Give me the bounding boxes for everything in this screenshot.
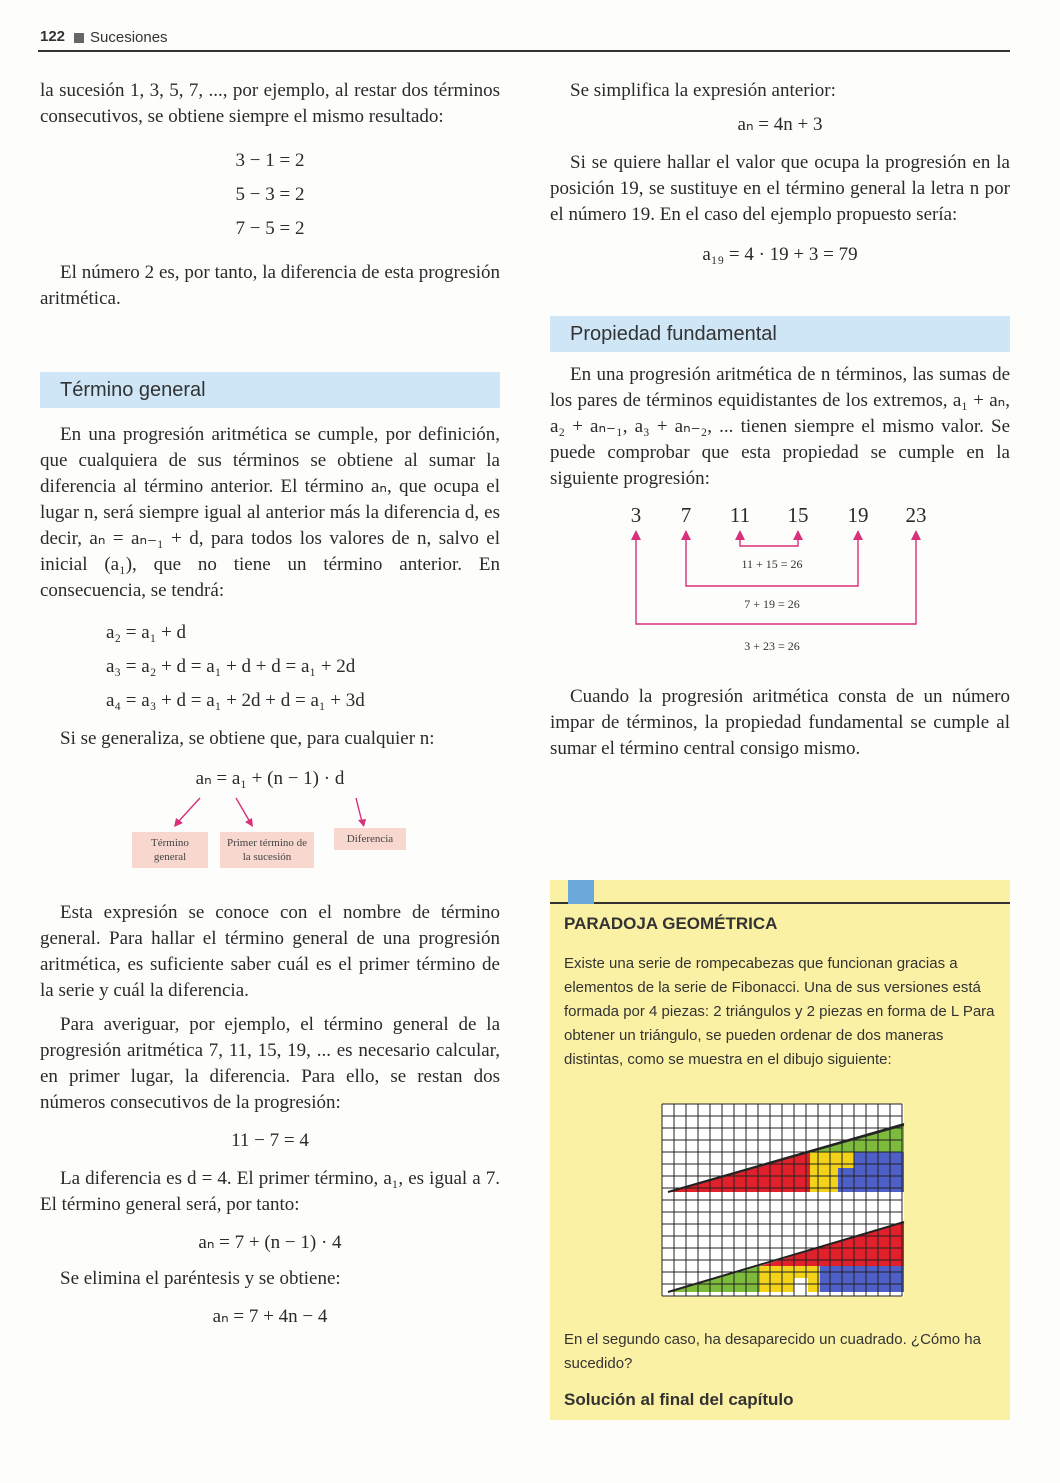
value-paragraph: Si se quiere hallar el valor que ocupa la progresión en la posición 19, se sustituye en el término general la letra n por el número 19. En el caso del ejemplo propuesto sería: [550, 152, 1010, 225]
box-question: En el segundo caso, ha desaparecido un cuadrado. ¿Cómo ha sucedido? [564, 1331, 981, 1372]
known-paragraph: Esta expresión se conoce con el nombre de término general. Para hallar el término general de una progresión aritmética, es suficiente saber cuál es el primer término de la serie y cuál la diferencia. [40, 902, 500, 1001]
formula-arrows [40, 796, 500, 832]
sequence-term: 19 [847, 503, 869, 527]
label-termino-general: Término general [132, 832, 208, 868]
section-name: Sucesiones [90, 29, 168, 46]
termino-general-paragraph: En una progresión aritmética se cumple, por definición, que cualquiera de sus términos se obtiene al sumar la diferencia al término anterior. El término aₙ, que ocupa el lugar n, será siempre igual al anterior más la diferencia d, es decir, aₙ = aₙ₋₁ + d, para todos los valores de n, salvo el inicial (a₁), que no tiene un término anterior. En consecuencia, se tendrá: [40, 424, 500, 601]
example-paragraph: Para averiguar, por ejemplo, el término general de la progresión aritmética 7, 11, 15, 19, ... es necesario calcular, en primer lugar, la diferencia. Para ello, se restan dos números consecutivos de la progresión: [40, 1014, 500, 1113]
equation-expanded: aₙ = 7 + 4n − 4 [212, 1306, 328, 1327]
left-column [40, 78, 500, 1334]
box-top-rule [550, 902, 1010, 904]
difference-equation: 7 − 5 = 2 [235, 218, 305, 239]
intro-paragraph: la sucesión 1, 3, 5, 7, ..., por ejemplo, al restar dos términos consecutivos, se obtiene siempre el mismo resultado: [40, 80, 500, 127]
page-number: 122 [40, 28, 66, 45]
difference-conclusion: El número 2 es, por tanto, la diferencia de esta progresión aritmética. [40, 262, 500, 309]
box-solution-note: Solución al final del capítulo [564, 1390, 794, 1409]
recurrence-equation: a₂ = a₁ + d [106, 622, 187, 643]
box-text: Existe una serie de rompecabezas que funcionan gracias a elementos de la serie de Fibonacci. Una de sus versiones está formada por 4 piezas: 2 triángulos y 2 piezas en forma de L Para obtener un triángulo, se pueden ordenar de dos maneras distintas, como se muestra en el dibujo siguiente: [564, 955, 995, 1068]
recurrence-equation: a₃ = a₂ + d = a₁ + d + d = a₁ + 2d [106, 656, 356, 677]
generalize-sentence: Si se generaliza, se obtiene que, para cualquier n: [60, 728, 435, 749]
formula-labels [40, 832, 500, 892]
equation-difference: 11 − 7 = 4 [231, 1130, 309, 1151]
label-diferencia: Diferencia [334, 828, 406, 850]
recurrence-equation: a₄ = a₃ + d = a₁ + 2d + d = a₁ + 3d [106, 690, 365, 711]
sequence-term: 11 [729, 503, 751, 527]
right-column [550, 78, 1010, 762]
section-title-termino-general: Término general [40, 372, 500, 408]
pairs-diagram [550, 500, 1010, 670]
box-tab-marker [568, 880, 594, 904]
property-paragraph: En una progresión aritmética de n términos, las sumas de los pares de términos equidistantes de los extremos, a₁ + aₙ, a₂ + aₙ₋₁, a₃ + aₙ₋₂, ... tienen siempre el mismo valor. Se puede comprobar que esta propiedad se cumple en la siguiente progresión: [550, 364, 1010, 489]
pair-sum: 7 + 19 = 26 [744, 597, 800, 611]
odd-terms-paragraph: Cuando la progresión aritmética consta de un número impar de términos, la propiedad fundamental se cumple al sumar el término central consigo mismo. [550, 686, 1010, 759]
general-formula: aₙ = a₁ + (n − 1) · d [195, 768, 345, 789]
header-square-icon [74, 33, 84, 43]
first-term-paragraph: La diferencia es d = 4. El primer término, a₁, es igual a 7. El término general será, por tanto: [40, 1168, 500, 1215]
equation-simplified: aₙ = 4n + 3 [737, 114, 823, 135]
sequence-term: 15 [787, 503, 809, 527]
pair-sum: 3 + 23 = 26 [744, 639, 800, 653]
sequence-term: 7 [680, 503, 692, 527]
section-title-propiedad: Propiedad fundamental [550, 316, 1010, 352]
sequence-term: 3 [630, 503, 642, 527]
equation-general-term: aₙ = 7 + (n − 1) · 4 [198, 1232, 342, 1253]
parenthesis-sentence: Se elimina el paréntesis y se obtiene: [60, 1268, 341, 1289]
box-title: PARADOJA GEOMÉTRICA [564, 914, 778, 933]
pair-sum: 11 + 15 = 26 [741, 557, 803, 571]
paradox-puzzle-figure [550, 1096, 1010, 1306]
difference-equation: 5 − 3 = 2 [235, 184, 305, 205]
difference-equation: 3 − 1 = 2 [235, 150, 305, 171]
equation-a19: a₁₉ = 4 · 19 + 3 = 79 [702, 244, 858, 265]
page-header [38, 26, 1010, 52]
geometric-paradox-box [550, 880, 1010, 1420]
simplify-sentence: Se simplifica la expresión anterior: [570, 80, 836, 101]
label-primer-termino: Primer término de la sucesión [220, 832, 314, 868]
sequence-term: 23 [905, 503, 927, 527]
